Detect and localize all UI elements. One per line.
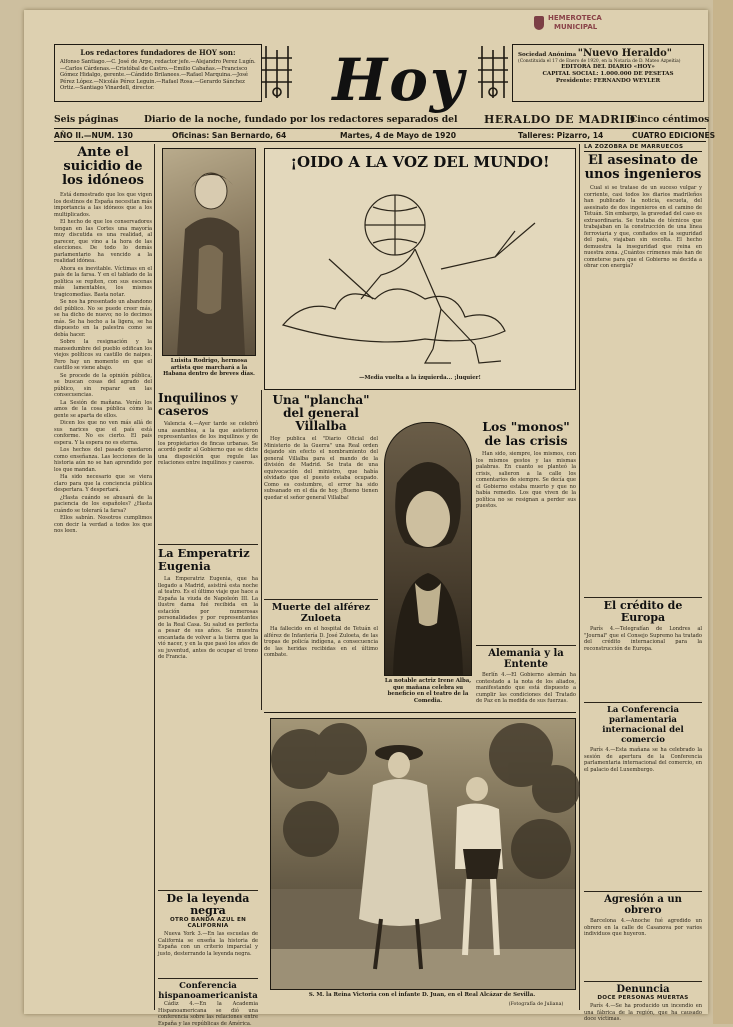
publisher-capital: CAPITAL SOCIAL: 1.000.000 DE PESETAS [542, 71, 674, 77]
publisher-president: Presidente: FERNANDO WEYLER [555, 77, 661, 84]
column-news-left [158, 391, 258, 1027]
irene-alba-figure [385, 423, 471, 675]
morocco-rule [584, 151, 702, 152]
issue-date: Martes, 4 de Mayo de 1920 [340, 131, 457, 140]
photo-irene-alba [384, 422, 472, 676]
germany-headline: Alemania y la Entente [476, 645, 576, 670]
black-legend-kicker: OTRO BANDA AZUL EN CALIFORNIA [169, 917, 247, 929]
tenants-body: Valencia 4.—Ayer tarde se celebró una asamblea, a la que asistieron representantes de los inquilinos y de los propietarios de fincas urbanas. Se acordó pedir al Gobierno que se dicte una disposición que regule las relaciones entre inquilinos y caseros. [158, 421, 258, 466]
founders-box [54, 44, 262, 102]
column-divider [154, 144, 155, 1010]
page-count: Seis páginas [54, 114, 119, 125]
price: Cinco céntimos [630, 114, 710, 125]
europe-credit-body: París 4.—Telegrafían de Londres al "Journal" que el Consejo Supremo ha tratado del crédito internacional para la reconstrucción de Europa. [584, 626, 702, 652]
header-rule-top [54, 128, 706, 129]
header-rule-bottom [54, 141, 706, 142]
photo-queen-credit: (Fotografía de Juliana) [508, 1002, 564, 1007]
publisher-editor: EDITORA DEL DIARIO «HOY» [561, 64, 655, 71]
publisher-title: "Nuevo Heraldo" [577, 48, 672, 59]
paragraph: Está demostrado que los que vigen los destinos de España necesitan más importancia a las idóneos que a los multiplicados. [54, 192, 152, 218]
newspaper-page [24, 10, 716, 1027]
conference-headline: Conferencia hispanoamericanista [158, 978, 258, 1001]
zuloeta-headline: Muerte del alférez Zuloeta [264, 599, 378, 624]
column-news-right [476, 420, 576, 708]
column-divider [261, 390, 262, 710]
editorial-headline: Ante el suicidio de los idóneos [62, 145, 144, 188]
stamp-line2: MUNICIPAL [554, 23, 598, 31]
paragraph: Se nos ha presentado un abandono del público. No se puede creer más, se ha dicho de nuevo; no lo decimos más. Se ha hecho a la ligera, se ha dispuesto en la palestra como se debía hacer. [54, 299, 152, 338]
photo-section-rule [264, 712, 576, 713]
morocco-kicker: LA ZOZOBRA DE MARRUECOS [584, 144, 684, 150]
monos-body: Han sido, siempre, los mismos, con los mismos gestos y las mismas palabras. En cuanto se planteó la crisis, salieron a la calle los comentarios de siempre. Se decía que el Gobierno estaba muerto y que no había remedio. Los que viven de la política no se resignan a perder sus puestos. [476, 451, 576, 509]
worker-aggression-body: Barcelona 4.—Anoche fué agredido un obrero en la calle de Casanova por varios individuos que huyeron. [584, 918, 702, 937]
paragraph: La Sesión de mañana. Verán los amos de la cosa pública cómo la gente se aparta de ellos. [54, 399, 152, 419]
library-stamp [534, 14, 614, 44]
editions: CUATRO EDICIONES [632, 131, 716, 140]
paragraph: Los hechos del pasado quedaron como enseñanza. Las lecciones de la historia aún no se han aprendido por los que mandan. [54, 447, 152, 473]
cartoon-caption: —Media vuelta a la izquierda... ¡luquier! [359, 375, 481, 381]
publisher-note: (Constituida el 17 de Enero de 1920, en la Notaría de D. Mateo Azpeitia) [518, 59, 681, 64]
column-editorial [54, 146, 152, 1010]
editorial-body [54, 192, 152, 535]
masthead-ornament-left [260, 44, 294, 100]
publisher-box [512, 44, 704, 102]
empress-headline: La Emperatriz Eugenia [158, 544, 258, 573]
zuloeta-body: Ha fallecido en el hospital de Tetuán el alférez de Infantería D. José Zuloeta, de las tropas de policía indígena, a consecuencia de las heridas recibidas en el último combate. [264, 626, 378, 658]
column-news-center [264, 394, 378, 708]
photo-irene-alba-caption: La notable actriz Irene Alba, que mañana celebra su beneficio en el teatro de la Comedia. [384, 678, 472, 704]
commerce-conference-body: París 4.—Esta mañana se ha celebrado la sesión de apertura de la Conferencia parlamentaria internacional del comercio, en el palacio del Luxemburgo. [584, 747, 702, 773]
europe-credit-headline: El crédito de Europa [584, 597, 702, 624]
offices-address: Oficinas: San Bernardo, 64 [172, 131, 287, 140]
denuncia-headline: Denuncia [584, 981, 702, 995]
cartoon-headline: ¡OIDO A LA VOZ DEL MUNDO! [290, 153, 550, 171]
photo-queen-caption: S. M. la Reina Victoria con el infante D. Juan, en el Real Alcázar de Sevilla. [308, 992, 536, 998]
cartoon-drawing [265, 149, 575, 389]
tagline: Diario de la noche, fundado por los redactores separados del [144, 114, 458, 125]
paragraph: Ellos sabrán. Nosotros cumplimos con decir la verdad a todos los que nos leen. [54, 515, 152, 534]
paragraph: Sobre la resignación y la mansedumbre del pueblo edifican los viejos políticos su castillo de naipes. Pero hay un momento en que el castillo se viene abajo. [54, 339, 152, 371]
cartoon-frame [264, 148, 576, 390]
denuncia-body: París 4.—Se ha producido un incendio en una fábrica de la región, que ha causado doce víctimas. [584, 1003, 702, 1022]
paragraph: Dicen los que no ven más allá de sus narices que el país está conforme. No es cierto. El país espera. Y la espera no es eterna. [54, 420, 152, 446]
crest-icon [534, 16, 544, 30]
paragraph: Ha sido necesario que se viera claro para que la conciencia pública despertara. Y despertará. [54, 474, 152, 493]
masthead [324, 46, 474, 116]
paragraph: Se procede de la opinión pública, se buscan cosas del agrado del público, sin reparar en las consecuencias. [54, 372, 152, 398]
photo-queen-victoria [270, 718, 576, 990]
photo-actress-caption: Luisita Rodrigo, hermosa artista que marchará a la Habana dentro de breves días. [163, 358, 255, 378]
masthead-logo: Hoy [332, 46, 466, 114]
publisher-company: Sociedad Anónima [518, 52, 577, 58]
founders-text: Alfonso Santiago.—C. José de Arpe, redactor jefe.—Alejandro Perez Lugín.—Carlos Cárdenas.—Cristóbal de Castro.—Emilio Cabañas.—Francisco Gómez Hidalgo, gerente.—Cándido Brilanees.—Rafael Marquina.—José Pérez López.—Nicolás Pérez Leguin.—Rafael Rosa.—Gerardo Sánchez Ortiz.—Santiago Vinardell, director. [60, 59, 256, 92]
commerce-conference-headline: La Conferencia parlamentaria internacional del comercio [584, 702, 702, 745]
stamp-line1: HEMEROTECA [548, 14, 602, 22]
workshops-address: Talleres: Pizarro, 14 [518, 131, 604, 140]
worker-aggression-headline: Agresión a un obrero [584, 891, 702, 916]
portrait-figure [163, 149, 255, 355]
paragraph: ¿Hasta cuándo se abusará de la paciencia de los españoles? ¿Hasta cuándo se tolerará la farsa? [54, 494, 152, 514]
issue-number: AÑO II.—NUM. 130 [54, 131, 133, 140]
paragraph: El hecho de que los conservadores tengan en las Cortes una mayoría muy discutida es una realidad, al parecer, que vino a la hora de las elecciones. De todo lo demás parlamentario ha vencido a la realidad idónea. [54, 219, 152, 264]
column-morocco [584, 144, 702, 1022]
black-legend-headline: De la leyenda negra [158, 890, 258, 917]
queen-and-infante-figures [271, 719, 575, 989]
heraldo-name: HERALDO DE MADRID [484, 113, 636, 126]
photo-actress-portrait [162, 148, 256, 356]
conference-body: Cádiz 4.—En la Academia Hispanoamericana se dió una conferencia sobre las relaciones entre España y las repúblicas de América. [158, 1001, 258, 1027]
monos-headline: Los "monos" de las crisis [482, 419, 570, 448]
founders-title: Los redactores fundadores de HOY son: [80, 48, 236, 57]
adjacent-page-edge [713, 0, 733, 1024]
engineers-body: Cual si se tratase de un suceso vulgar y corriente, casi todos los diarios madrileños han publicado la noticia, escueta, del asesinato de dos ingenieros en el camino de Tetuán. Sin embargo, la gravedad del caso es extraordinaria. Se trataba de técnicos que trabajaban en la construcción de una línea ferroviaria y que, confiados en la seguridad del país, viajaban sin escolta. El hecho demuestra la inseguridad que reina en nuestra zona. ¿Cuántos crímenes más han de cometerse para que el Gobierno se decida a obrar con energía? [584, 185, 702, 269]
villalba-body: Hoy publica el "Diario Oficial del Ministerio de la Guerra" una Real orden dejando sin efecto el nombramiento del general Villalba para el mando de la división de Madrid. Se trata de una equivocación del ministro, que había olvidado que el puesto estaba ocupado. Como es costumbre, el error ha sido subsanado en el día de hoy. ¡Bueno tienen quedar el señor general Villalba! [264, 436, 378, 501]
germany-body: Berlín 4.—El Gobierno alemán ha contestado a la nota de los aliados, manifestando que está dispuesto a cumplir las condiciones del Tratado de Paz en la medida de sus fuerzas. [476, 672, 576, 704]
black-legend-body: Nueva York 3.—En las escuelas de California se enseña la historia de España con un criterio imparcial y justo, desterrando la leyenda negra. [158, 931, 258, 957]
engineers-headline: El asesinato de unos ingenieros [584, 153, 702, 182]
denuncia-kicker: DOCE PERSONAS MUERTAS [597, 995, 689, 1001]
tenants-headline: Inquilinos y caseros [158, 391, 238, 418]
column-divider [579, 144, 580, 1010]
paragraph: Ahora es inevitable. Víctimas en el país de la farsa. Y en el tablado de la política se repiten, con sus escenas más lamentables, los mismos tragicomedias. Basta notar. [54, 265, 152, 298]
masthead-ornament-right [476, 44, 510, 100]
empress-body: La Emperatriz Eugenia, que ha llegado a Madrid, asistirá esta noche al teatro. Es el último viaje que hace a España la viuda de Napoleón III. La ilustre dama fué recibida en la estación por numerosas personalidades y por representantes de la Real Casa. Su salud es perfecta a pesar de sus años. Se muestra encantada de volver a la tierra que la vió nacer, y en la que pasó los años de su juventud, antes de ocupar el trono de Francia. [158, 576, 258, 660]
villalba-headline: Una "plancha" del general Villalba [272, 393, 370, 433]
